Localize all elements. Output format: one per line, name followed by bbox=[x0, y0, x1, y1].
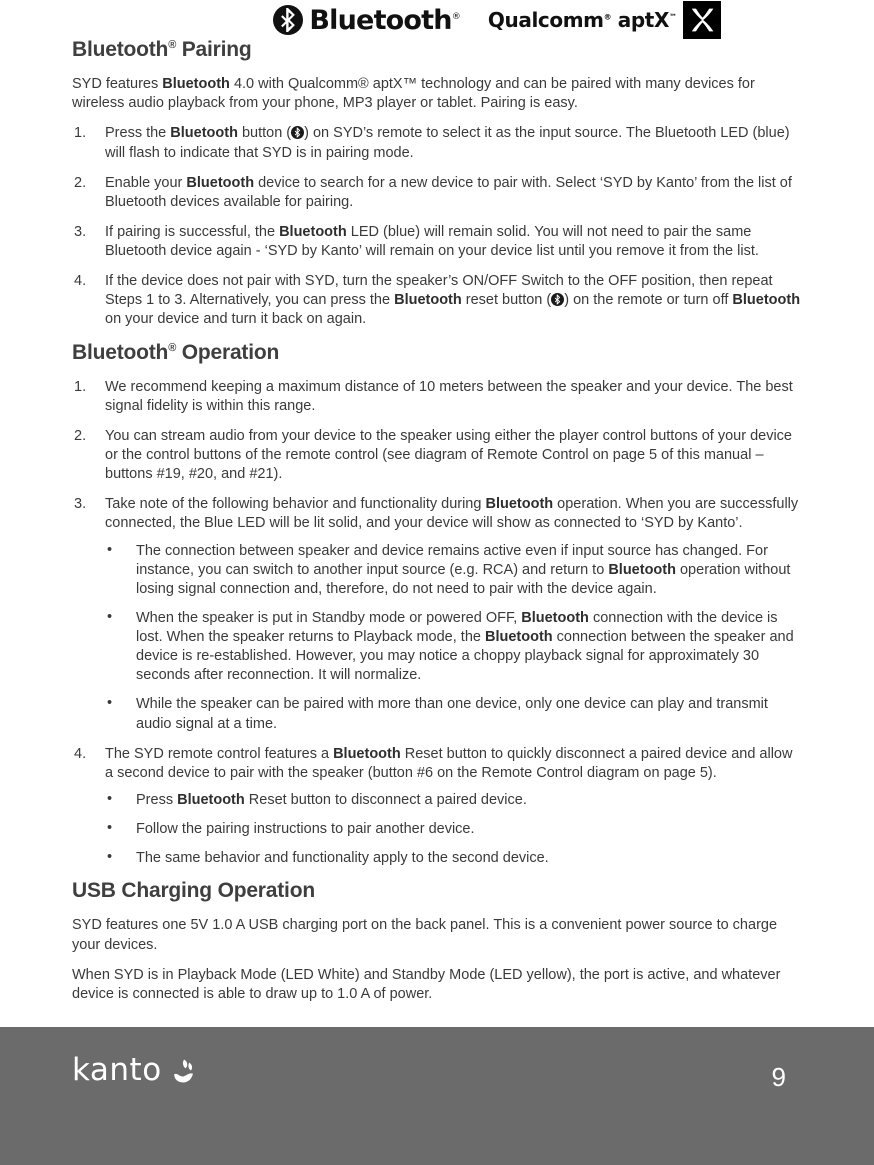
list-marker: 3. bbox=[74, 496, 87, 513]
bluetooth-wordmark: Bluetooth® bbox=[309, 4, 460, 36]
page-footer bbox=[0, 1027, 874, 1165]
qualcomm-aptx-brand-logo bbox=[488, 1, 721, 39]
list-item bbox=[72, 378, 802, 416]
bullet-marker: • bbox=[107, 695, 113, 712]
list-item bbox=[72, 745, 802, 869]
bluetooth-icon bbox=[291, 126, 304, 139]
kanto-brand-logo bbox=[72, 1052, 195, 1088]
list-marker: 3. bbox=[74, 223, 87, 240]
bullet-marker: • bbox=[107, 820, 113, 837]
registered-mark-2: ® bbox=[603, 12, 612, 22]
registered-mark-title-1: ® bbox=[168, 39, 177, 51]
list-item-text: The same behavior and functionality apply to the second device. bbox=[136, 850, 549, 867]
pairing-intro-paragraph: SYD features Bluetooth 4.0 with Qualcomm® aptX™ technology and can be paired with many devices for wireless audio playback from your phone, MP3 player or tablet. Pairing is easy. bbox=[72, 76, 755, 112]
operation-steps-list bbox=[72, 378, 802, 869]
list-item bbox=[105, 695, 802, 733]
list-item bbox=[105, 820, 802, 839]
list-marker: 1. bbox=[74, 378, 87, 395]
bluetooth-logo-icon bbox=[273, 5, 303, 35]
list-item-text: If pairing is successful, the Bluetooth LED (blue) will remain solid. You will not need to pair the same Bluetooth device again - ‘SYD by Kanto’ will remain on your device list until you remove it from the list. bbox=[105, 223, 759, 260]
list-item-text: Follow the pairing instructions to pair another device. bbox=[136, 821, 475, 838]
list-item-text: While the speaker can be paired with more than one device, only one device can play and transmit audio signal at a time. bbox=[136, 696, 768, 732]
list-marker: 2. bbox=[74, 427, 87, 444]
header-logo-bar bbox=[0, 0, 874, 40]
bullet-marker: • bbox=[107, 849, 113, 866]
list-item bbox=[105, 609, 802, 686]
list-item bbox=[105, 791, 802, 810]
bullet-marker: • bbox=[107, 541, 113, 558]
usb-paragraph-2: When SYD is in Playback Mode (LED White) and Standby Mode (LED yellow), the port is active, and whatever device is connected is able to draw up to 1.0 A of power. bbox=[72, 966, 781, 1002]
section-title-bluetooth-pairing: Bluetooth® Pairing bbox=[72, 38, 252, 61]
bullet-marker: • bbox=[107, 608, 113, 625]
page-number: 9 bbox=[771, 1062, 786, 1092]
bullet-marker: • bbox=[107, 790, 113, 807]
list-item-text: You can stream audio from your device to the speaker using either the player control buttons of your device or the control buttons of the remote control (see diagram of Remote Control on page 5 of this manual – buttons #19, #20, and #21). bbox=[105, 427, 792, 483]
list-item-text: Press Bluetooth Reset button to disconnect a paired device. bbox=[136, 791, 527, 808]
document-content bbox=[72, 38, 802, 1015]
kanto-wordmark: kanto bbox=[72, 1052, 162, 1088]
list-item bbox=[72, 223, 802, 261]
list-item-text: We recommend keeping a maximum distance of 10 meters between the speaker and your device. The best signal fidelity is within this range. bbox=[105, 378, 793, 414]
aptx-x-icon bbox=[683, 1, 721, 39]
section-title-bluetooth-operation: Bluetooth® Operation bbox=[72, 340, 280, 364]
list-item-text: Enable your Bluetooth device to search for a new device to pair with. Select ‘SYD by Kanto’ from the list of Bluetooth devices available for pairing. bbox=[105, 174, 792, 210]
list-item-text: The connection between speaker and device remains active even if input source has changed. For instance, you can switch to another input source (e.g. RCA) and return to Bluetooth operation without losing signal connection and, therefore, do not need to pair with the device again. bbox=[136, 542, 791, 597]
operation-sub-bullets-1 bbox=[105, 542, 802, 734]
list-item-text: Take note of the following behavior and functionality during Bluetooth operation. When you are successfully connected, the Blue LED will be lit solid, and your device will show as connected to ‘SYD by Kanto’. bbox=[105, 496, 799, 532]
bluetooth-brand-logo bbox=[273, 5, 460, 35]
list-item bbox=[72, 427, 802, 484]
operation-sub-bullets-2 bbox=[105, 791, 802, 868]
trademark-mark: ™ bbox=[668, 12, 677, 22]
pairing-steps-list bbox=[72, 124, 802, 329]
list-item-text: If the device does not pair with SYD, turn the speaker’s ON/OFF Switch to the OFF position, then repeat Steps 1 to 3. Alternatively, you can press the Bluetooth reset button ( ) on the remote or turn off Bluetooth on your device and turn it back on again. bbox=[105, 273, 801, 328]
aptx-x-glyph bbox=[687, 5, 717, 35]
list-item bbox=[72, 174, 802, 212]
list-item-text: The SYD remote control features a Bluetooth Reset button to quickly disconnect a paired device and allow a second device to pair with the speaker (button #6 on the Remote Control diagram on page 5). bbox=[105, 745, 793, 781]
list-item bbox=[72, 124, 802, 162]
list-item-text: When the speaker is put in Standby mode or powered OFF, Bluetooth connection with the device is lost. When the speaker returns to Playback mode, the Bluetooth connection between the speaker and device is re-established. However, you may notice a choppy playback signal for approximately 30 seconds after reconnection. It will normalize. bbox=[136, 609, 794, 684]
list-marker: 2. bbox=[74, 174, 87, 191]
list-marker: 4. bbox=[74, 745, 87, 762]
bluetooth-icon bbox=[551, 293, 564, 306]
kanto-leaf-icon bbox=[169, 1058, 195, 1084]
list-marker: 1. bbox=[74, 125, 87, 142]
list-item bbox=[105, 849, 802, 868]
list-item bbox=[72, 495, 802, 733]
qualcomm-aptx-wordmark: Qualcomm® aptX™ bbox=[487, 8, 677, 32]
usb-paragraph-1: SYD features one 5V 1.0 A USB charging port on the back panel. This is a convenient power source to charge your devices. bbox=[72, 917, 778, 953]
registered-mark: ® bbox=[451, 11, 460, 22]
registered-mark-title-2: ® bbox=[168, 341, 177, 354]
list-item-text: Press the Bluetooth button ( ) on SYD’s remote to select it as the input source. The Bluetooth LED (blue) will flash to indicate that SYD is in pairing mode. bbox=[105, 125, 790, 161]
section-title-usb-charging: USB Charging Operation bbox=[72, 879, 315, 903]
list-item bbox=[72, 272, 802, 329]
list-marker: 4. bbox=[74, 273, 87, 290]
list-item bbox=[105, 542, 802, 599]
